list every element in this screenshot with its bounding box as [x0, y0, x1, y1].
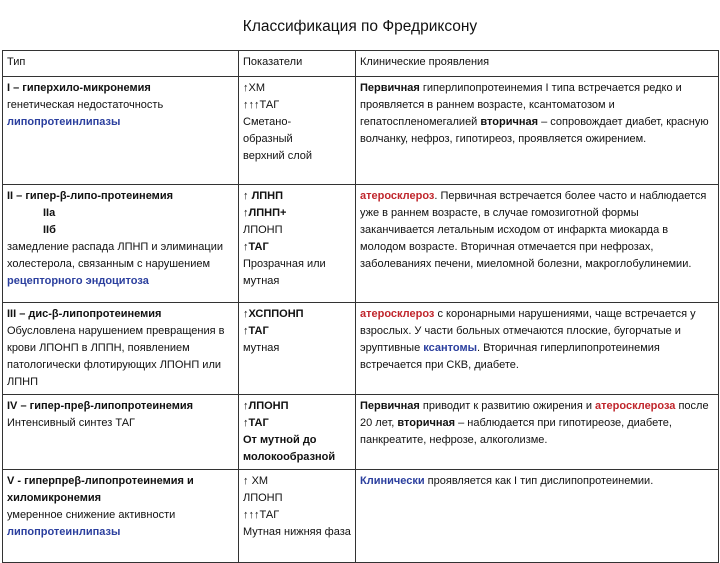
type-cell — [3, 77, 239, 185]
indicator: ТАГ — [248, 241, 269, 253]
indicator: мутная — [243, 342, 280, 354]
type-name: V - гиперпреβ-липопротеинемия и хиломикронемия — [7, 475, 194, 504]
arrow-up-icon: ↑ — [243, 417, 249, 429]
subtype: IIб — [43, 224, 56, 236]
indicator: ЛПОНП — [243, 492, 283, 504]
clinical-text: – сопровождает диабет, красную волчанку, нефроз, гипотиреоз, проявляется ожирением. — [360, 116, 709, 145]
table-row — [3, 470, 719, 563]
indicator: образный — [243, 133, 293, 145]
table-row — [3, 395, 719, 470]
clinical-cell — [356, 77, 719, 185]
clinical-text: . Вторичная гиперлипопротеинемия встречается при СКВ, диабете. — [360, 342, 660, 371]
subtype: IIа — [43, 207, 56, 219]
clinical-cell — [356, 185, 719, 303]
type-enzyme: липопротеинлипазы — [7, 526, 121, 538]
clinical-text: после 20 лет, — [360, 400, 709, 429]
indicator: верхний слой — [243, 150, 313, 162]
indicator: ХСППОНП — [248, 308, 304, 320]
indicator: Прозрачная или мутная — [243, 258, 326, 287]
indicators-cell — [239, 77, 356, 185]
clinical-red: атеросклероз — [360, 308, 435, 320]
table-header-row — [3, 51, 719, 77]
clinical-bold: вторичная — [480, 116, 539, 128]
clinical-text: гиперлипопротеинемия I типа встречается редко и проявляется в раннем возрасте, ксантоматозом и гепатоспленомегалией — [360, 82, 682, 128]
type-description: замедление распада ЛПНП и элиминации холестерола, связанным с нарушением — [7, 241, 224, 270]
arrow-up-icon: ↑ — [243, 400, 249, 412]
type-name: II – гипер-β-липо-протеинемия — [7, 190, 173, 202]
indicators-cell — [239, 303, 356, 395]
indicator: Сметано- — [243, 116, 292, 128]
indicators-cell — [239, 185, 356, 303]
type-cell — [3, 470, 239, 563]
header-clinical: Клинические проявления — [356, 51, 719, 77]
clinical-bold: вторичная — [397, 417, 456, 429]
type-description: Обусловлена нарушением превращения в крови ЛПОНП в ЛППН, появлением патологически флотирующих ЛПОНП или ЛПНП — [7, 325, 225, 388]
indicator: ЛПОНП — [248, 400, 289, 412]
arrow-up-icon: ↑ — [243, 190, 249, 202]
clinical-cell — [356, 395, 719, 470]
arrow-up-icon: ↑ — [243, 241, 249, 253]
arrow-up-triple-icon: ↑↑↑ — [243, 509, 260, 521]
table-row — [3, 77, 719, 185]
clinical-blue: Клинически — [360, 475, 425, 487]
indicators-cell — [239, 395, 356, 470]
table-row — [3, 185, 719, 303]
clinical-text: с коронарными нарушениями, чаще встречается у взрослых. У части больных отмечаются плоские, бугорчатые и эруптивные — [360, 308, 696, 354]
clinical-bold: Первичная — [360, 400, 420, 412]
type-name: IV – гипер-преβ-липопротеинемия — [7, 400, 194, 412]
clinical-text: проявляется как I тип дислипопротеинемии. — [424, 475, 654, 487]
type-description: Интенсивный синтез ТАГ — [7, 417, 136, 429]
type-cell — [3, 303, 239, 395]
arrow-up-icon: ↑ — [243, 207, 249, 219]
clinical-red: атеросклероза — [595, 400, 676, 412]
arrow-up-icon: ↑ — [243, 475, 249, 487]
header-type: Тип — [3, 51, 239, 77]
indicator: ТАГ — [259, 509, 280, 521]
clinical-lead: Первичная — [360, 82, 420, 94]
type-name: I – гиперхило-микронемия — [7, 82, 151, 94]
arrow-up-icon: ↑ — [243, 325, 249, 337]
page-title: Классификация по Фредриксону — [242, 18, 478, 35]
arrow-up-triple-icon: ↑↑↑ — [243, 99, 260, 111]
clinical-text: . Первичная встречается более часто и наблюдается уже в раннем возрасте, в случае гомозиготной формы заканчивается летальным исходом от инфаркта миокарда в молодом возрасте. Вторичная отмечается при нефрозах, заболеваниях печени, миеломной болезни, макроглобулинемии. — [360, 190, 707, 270]
fredrickson-table — [2, 50, 719, 563]
type-bold: рецепторного эндоцитоза — [7, 275, 149, 287]
clinical-cell — [356, 470, 719, 563]
indicator: ХМ — [248, 82, 265, 94]
indicator: ТАГ — [248, 417, 269, 429]
indicator: ЛПНП+ — [248, 207, 287, 219]
arrow-up-icon: ↑ — [243, 308, 249, 320]
clinical-text: – наблюдается при гипотиреозе, диабете, панкреатите, нефрозе, алкоголизме. — [360, 417, 672, 446]
type-name: III – дис-β-липопротеинемия — [7, 308, 162, 320]
indicator: ТАГ — [248, 325, 269, 337]
clinical-blue: ксантомы — [423, 342, 477, 354]
type-cell — [3, 395, 239, 470]
type-cell — [3, 185, 239, 303]
indicator: ТАГ — [259, 99, 280, 111]
table-row — [3, 303, 719, 395]
indicator: ЛПНП — [251, 190, 284, 202]
type-enzyme: липопротеинлипазы — [7, 116, 121, 128]
type-description: генетическая недостаточность — [7, 99, 164, 111]
type-description: умеренное снижение активности — [7, 509, 176, 521]
indicator: Мутная нижняя фаза — [243, 526, 351, 538]
clinical-red: атеросклероз — [360, 190, 435, 202]
header-indicators: Показатели — [239, 51, 356, 77]
clinical-text: приводит к развитию ожирения и — [419, 400, 596, 412]
indicator: ЛПОНП — [243, 224, 283, 236]
indicator: От мутной до молокообразной — [243, 434, 336, 463]
arrow-up-icon: ↑ — [243, 82, 249, 94]
indicators-cell — [239, 470, 356, 563]
indicator: ХМ — [251, 475, 269, 487]
clinical-cell — [356, 303, 719, 395]
